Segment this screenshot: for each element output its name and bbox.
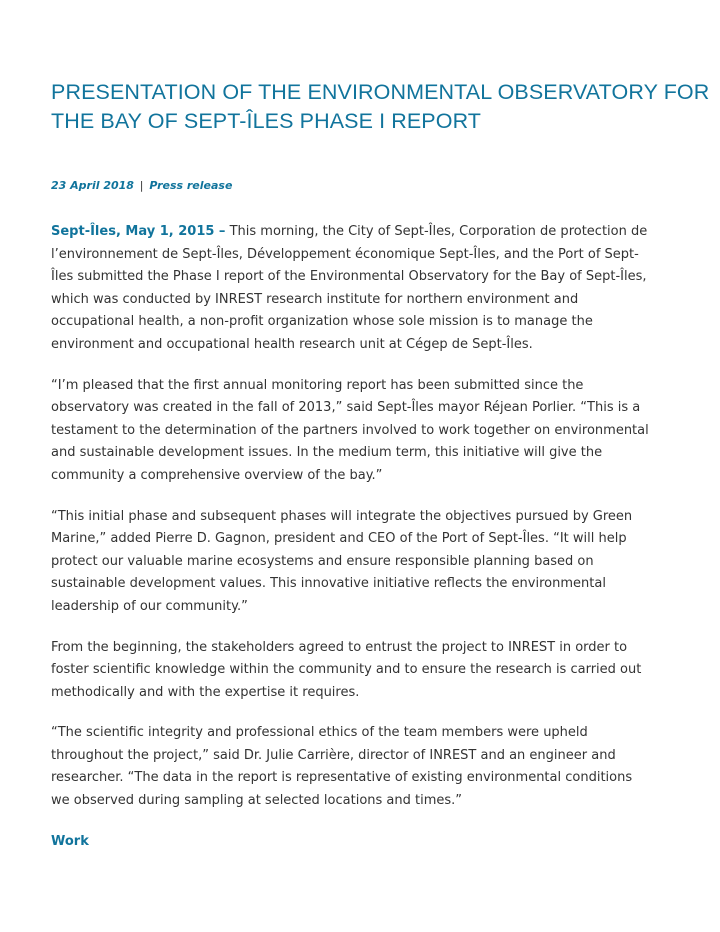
category-link[interactable]: Press release — [149, 179, 233, 192]
page-title-line-2: THE BAY OF SEPT-ÎLES PHASE I REPORT — [51, 109, 482, 133]
paragraph: “This initial phase and subsequent phases will integrate the objectives pursued by Green Marine,” added Pierre D. Gagnon, president and CEO of the Port of Sept-Îles. “It will help protect our valuable marine ecosystems and ensure responsible planning based on sustainable development values. This innovative initiative reflects the environmental leadership of our community.” — [51, 508, 633, 614]
page-title — [51, 78, 720, 136]
dateline: Sept-Îles, May 1, 2015 – — [51, 224, 226, 239]
meta-separator: | — [139, 179, 144, 192]
article-body — [51, 221, 654, 853]
paragraph: From the beginning, the stakeholders agreed to entrust the project to INREST in order to foster scientific knowledge within the community and to ensure the research is carried out methodically and with the expertise it requires. — [51, 639, 642, 700]
section-heading-work: Work — [51, 833, 89, 849]
post-meta — [51, 178, 720, 194]
paragraph: “The scientific integrity and professional ethics of the team members were upheld throughout the project,” said Dr. Julie Carrière, director of INREST and an engineer and researcher. “The data in the report is representative of existing environmental conditions we observed during sampling at selected locations and times.” — [51, 725, 633, 809]
lead-text: This morning, the City of Sept-Îles, Corporation de protection de l’environnement de Sept-Îles, Développement économique Sept-Îles, and the Port of Sept-Îles submitted the Phase I report of the Environmental Observatory for the Bay of Sept-Îles, which was conducted by INREST research institute for northern environment and occupational health, a non-profit organization whose sole mission is to manage the environment and occupational health research unit at Cégep de Sept-Îles. — [51, 224, 648, 352]
article — [51, 78, 720, 853]
lead-paragraph — [51, 221, 654, 357]
page-title-line-1: PRESENTATION OF THE ENVIRONMENTAL OBSERVATORY FOR — [51, 80, 710, 104]
post-date: 23 April 2018 — [51, 179, 134, 192]
paragraph: “I’m pleased that the first annual monitoring report has been submitted since the observatory was created in the fall of 2013,” said Sept-Îles mayor Réjean Porlier. “This is a testament to the determination of the partners involved to work together on environmental and sustainable development issues. In the medium term, this initiative will give the community a comprehensive overview of the bay.” — [51, 377, 649, 483]
